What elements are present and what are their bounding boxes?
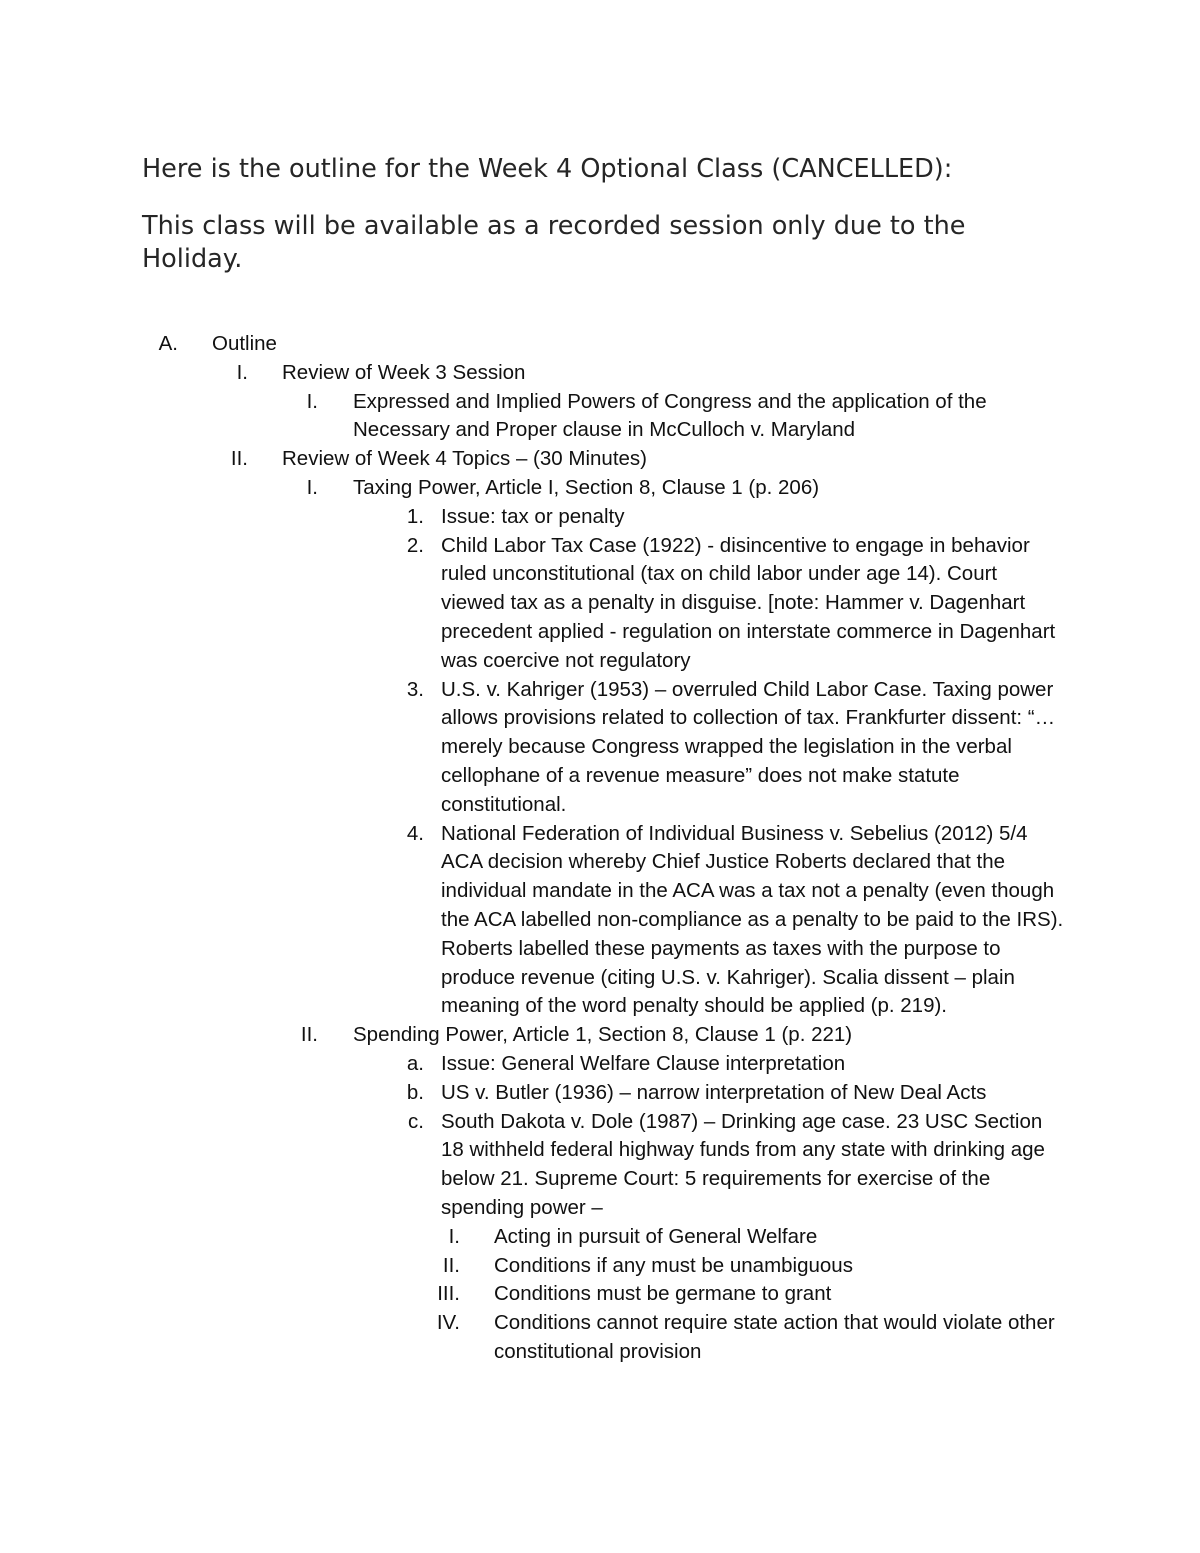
list-marker: II. [300,1023,318,1047]
list-marker: c. [408,1109,424,1133]
list-item [0,388,1200,446]
list-item [0,676,1200,820]
list-marker: 1. [406,504,424,528]
list-item-text: National Federation of Individual Business v. Sebelius (2012) 5/4 ACA decision whereby Chief Justice Roberts declared that the individual mandate in the ACA was a tax not a penalty (even though the ACA labelled non-compliance as a penalty to be paid to the IRS). Roberts labelled these payments as taxes with the purpose to produce revenue (citing U.S. v. Kahriger). Scalia dissent – plain meaning of the word penalty should be applied (p. 219). [441,821,1064,1018]
requirement-text: Conditions if any must be unambiguous [494,1253,853,1277]
list-marker: I. [236,360,248,384]
list-item-text: Issue: General Welfare Clause interpretation [441,1051,846,1075]
outline-heading-label: Outline [212,332,277,355]
list-item [0,1079,1200,1108]
list-marker: 4. [406,821,424,845]
list-marker: 3. [406,677,424,701]
section-label: Review of Week 4 Topics – (30 Minutes) [282,447,647,471]
requirement-text: Conditions cannot require state action that would violate other constitutional provision [494,1311,1055,1363]
outline-heading [0,330,1200,359]
list-marker: A. [158,332,178,355]
list-item [0,1108,1200,1223]
list-item-text: U.S. v. Kahriger (1953) – overruled Child Labor Case. Taxing power allows provisions related to collection of tax. Frankfurter dissent: “… merely because Congress wrapped the legislation in the verbal cellophane of a revenue measure” does not make statute constitutional. [441,677,1056,816]
list-item [0,503,1200,532]
requirement-item [0,1309,1200,1367]
requirement-text: Conditions must be germane to grant [494,1282,832,1306]
list-marker: I. [306,475,318,499]
intro-note: This class will be available as a recorded session only due to the Holiday. [142,211,966,274]
section-review-week3 [0,359,1200,388]
list-item-text: Child Labor Tax Case (1922) - disincentive to engage in behavior ruled unconstitutional (tax on child labor under age 14). Court viewed tax as a penalty in disguise. [note: Hammer v. Dagenhart precedent applied - regulation on interstate commerce in Dagenhart was coercive not regulatory [441,533,1056,672]
list-marker: III. [437,1282,460,1306]
list-marker: b. [406,1080,424,1104]
list-marker: a. [406,1051,424,1075]
list-item [0,1050,1200,1079]
subsection-spending-power [0,1021,1200,1050]
section-review-week4 [0,445,1200,474]
list-marker: IV. [436,1311,460,1335]
list-marker: II. [442,1253,460,1277]
subsection-label: Spending Power, Article 1, Section 8, Clause 1 (p. 221) [353,1023,853,1047]
list-item-text: South Dakota v. Dole (1987) – Drinking age case. 23 USC Section 18 withheld federal highway funds from any state with drinking age below 21. Supreme Court: 5 requirements for exercise of the spending power – [441,1109,1045,1219]
requirement-item [0,1280,1200,1309]
requirement-item [0,1223,1200,1252]
list-item [0,532,1200,676]
requirement-text: Acting in pursuit of General Welfare [494,1224,818,1248]
outline-list [0,330,1200,1367]
list-item-text: Expressed and Implied Powers of Congress and the application of the Necessary and Proper clause in McCulloch v. Maryland [353,389,987,442]
list-marker: I. [448,1224,460,1248]
requirement-item [0,1252,1200,1281]
subsection-taxing-power [0,474,1200,503]
list-marker: I. [306,389,318,413]
subsection-label: Taxing Power, Article I, Section 8, Clause 1 (p. 206) [353,475,820,499]
list-item-text: US v. Butler (1936) – narrow interpretation of New Deal Acts [441,1080,987,1104]
intro-title: Here is the outline for the Week 4 Optional Class (CANCELLED): [142,154,953,184]
list-item [0,820,1200,1022]
list-marker: II. [230,447,248,471]
section-label: Review of Week 3 Session [282,360,526,384]
list-marker: 2. [406,533,424,557]
list-item-text: Issue: tax or penalty [441,504,625,528]
